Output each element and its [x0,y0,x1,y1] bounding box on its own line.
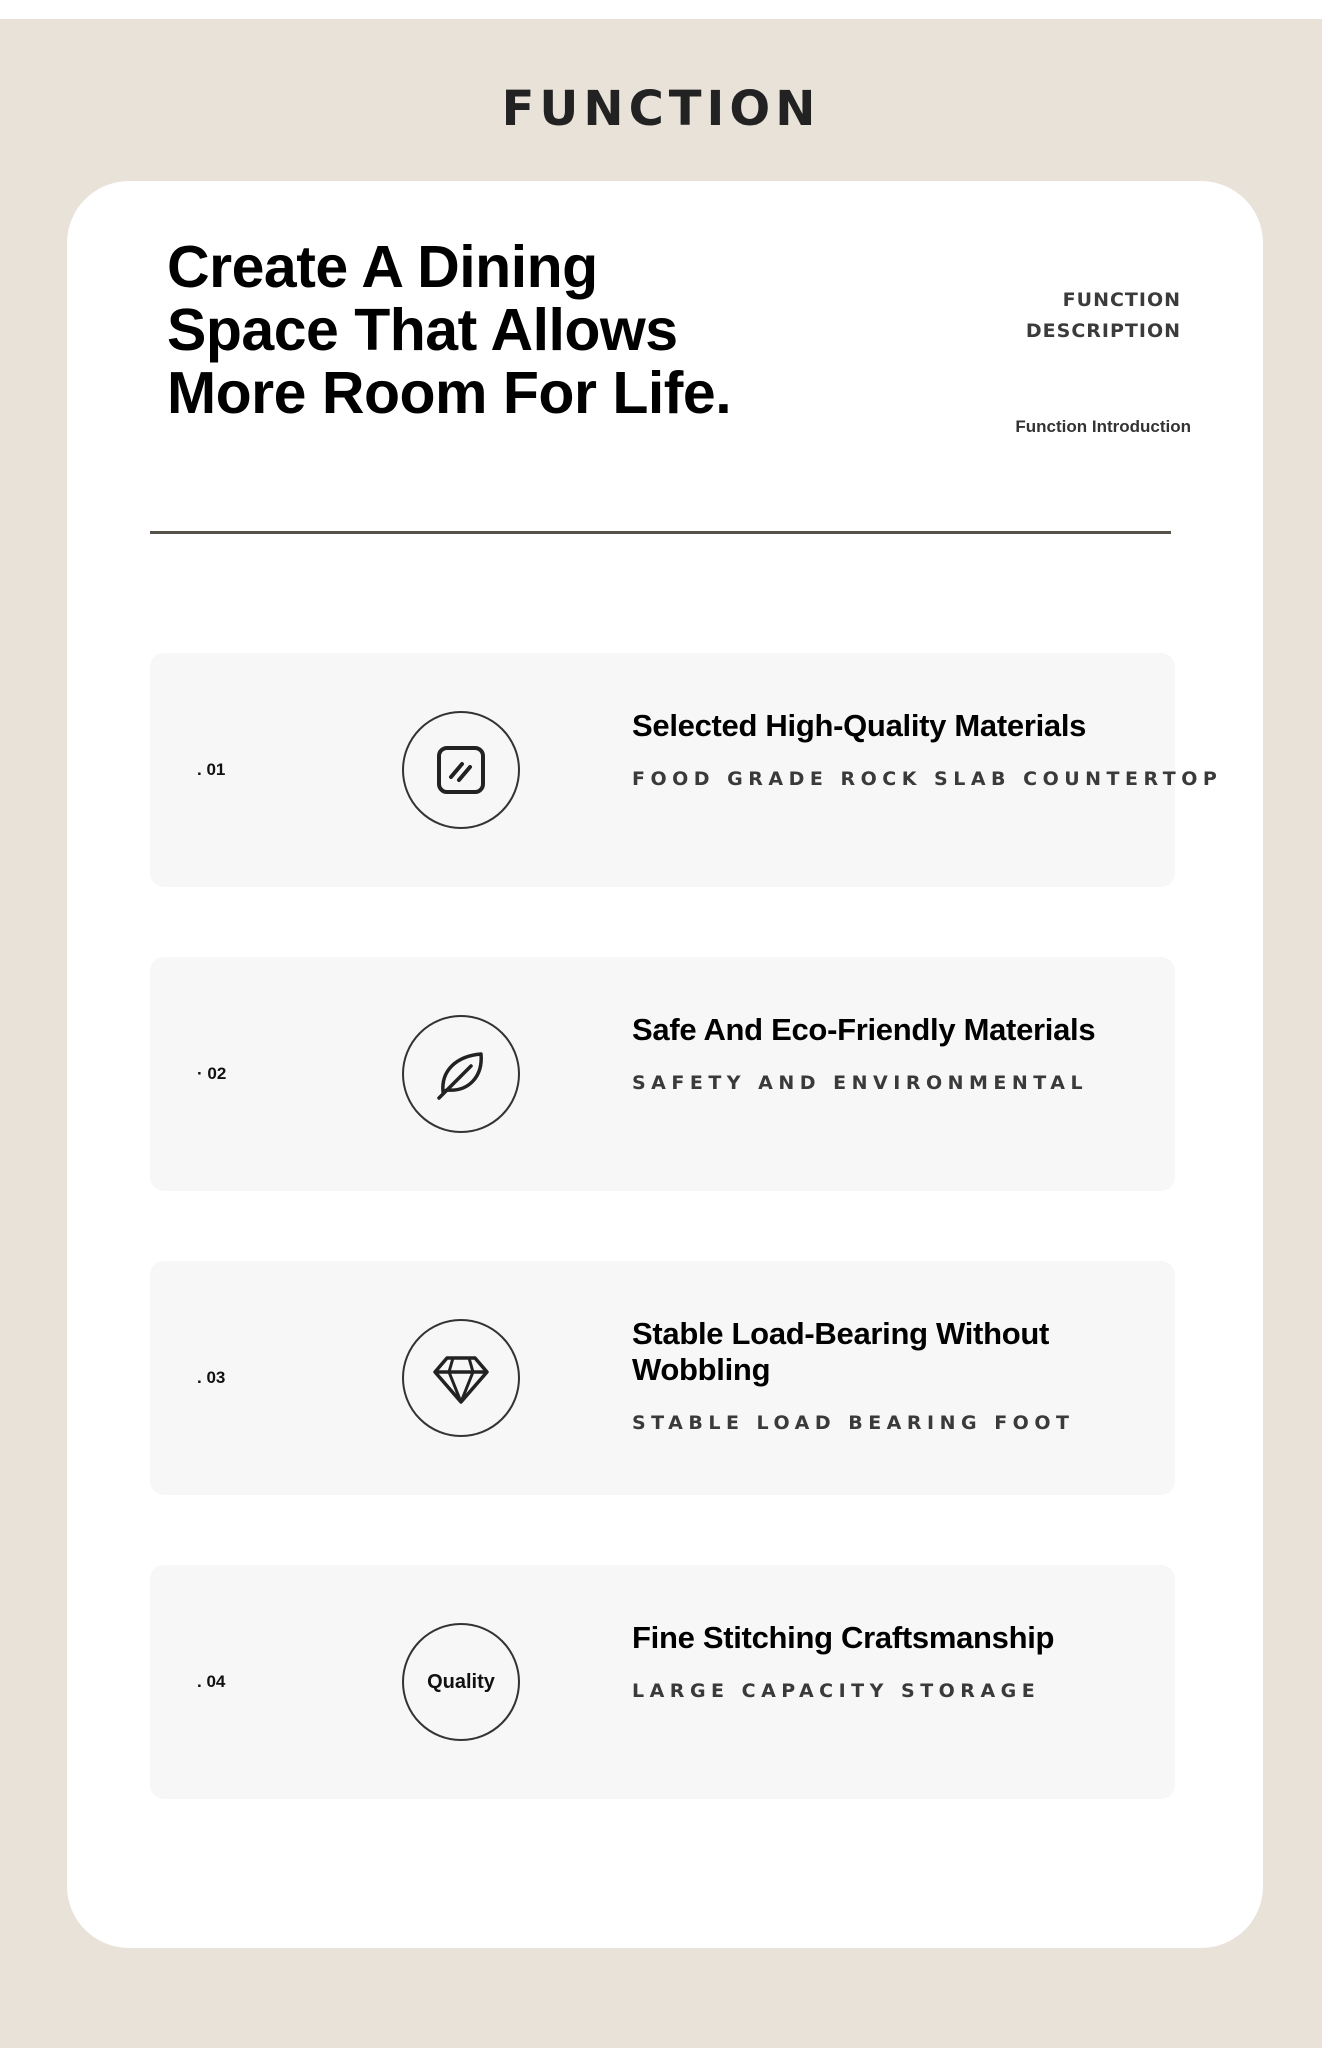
function-card [67,181,1263,1948]
leaf-icon [402,1015,520,1133]
headline: Create A Dining Space That Allows More Room For Life. [167,234,732,426]
feature-title: Safe And Eco-Friendly Materials [632,1012,1096,1047]
feature-item [150,653,1223,887]
divider [150,531,1171,534]
feature-number: . 01 [197,760,226,779]
function-description-line-2: DESCRIPTION [1025,320,1181,342]
slab-square-icon [402,711,520,829]
page-background [0,19,1322,2048]
feature-list [150,653,1223,1869]
diamond-icon [402,1319,520,1437]
feature-number: · 02 [197,1064,227,1083]
feature-text [632,1316,1152,1434]
feature-subtitle: STABLE LOAD BEARING FOOT [632,1412,1075,1434]
feature-text [632,1012,1152,1094]
feature-item [150,1261,1175,1495]
feature-subtitle: LARGE CAPACITY STORAGE [632,1680,1041,1702]
function-description-line-1: FUNCTION [1062,289,1181,311]
feature-item [150,1565,1175,1799]
page-title: FUNCTION [501,81,821,137]
quality-badge-icon: Quality [402,1623,520,1741]
feature-title: Stable Load-Bearing Without Wobbling [632,1316,1049,1387]
feature-subtitle: SAFETY AND ENVIRONMENTAL [632,1072,1089,1094]
feature-text [632,708,1223,790]
feature-number: . 04 [197,1672,226,1691]
feature-text [632,1620,1152,1702]
feature-title: Fine Stitching Craftsmanship [632,1620,1055,1655]
feature-subtitle: FOOD GRADE ROCK SLAB COUNTERTOP [632,768,1223,790]
feature-item [150,957,1175,1191]
function-introduction-label: Function Introduction [1015,417,1191,436]
feature-title: Selected High-Quality Materials [632,708,1087,743]
feature-number: . 03 [197,1368,226,1387]
function-description-label [921,285,1181,347]
